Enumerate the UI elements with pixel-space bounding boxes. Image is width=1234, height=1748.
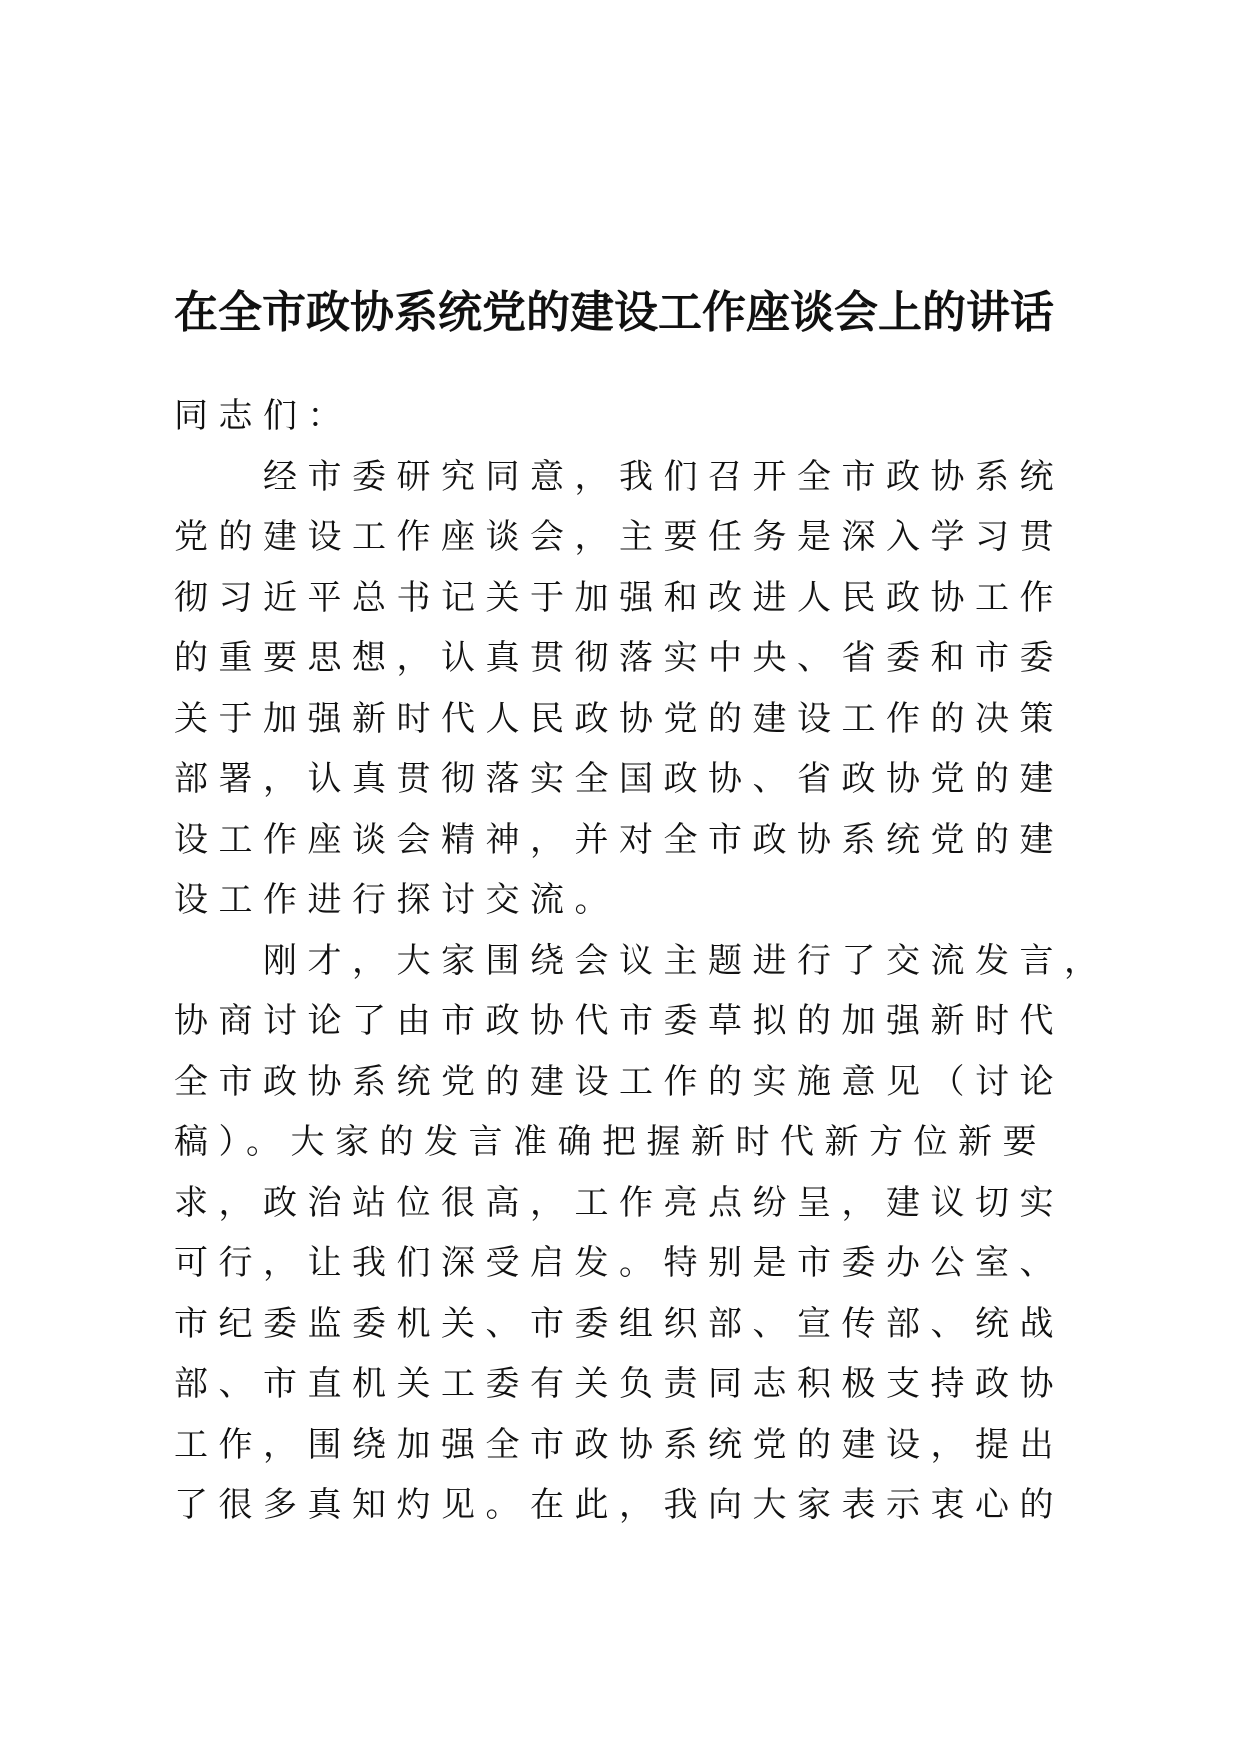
paragraph-2-line-4: 稿）。大家的发言准确把握新时代新方位新要 xyxy=(174,1122,1047,1162)
paragraph-1-line-8: 设工作进行探讨交流。 xyxy=(174,880,619,920)
paragraph-2-line-9: 工作，围绕加强全市政协系统党的建设，提出 xyxy=(174,1424,1064,1465)
paragraph-1-line-5: 关于加强新时代人民政协党的建设工作的决策 xyxy=(174,698,1064,739)
paragraph-2-line-8: 部、市直机关工委有关负责同志积极支持政协 xyxy=(174,1364,1064,1404)
paragraph-2-line-5: 求，政治站位很高，工作亮点纷呈，建议切实 xyxy=(174,1182,1064,1223)
document-body xyxy=(174,386,1109,1536)
paragraph-1-line-3: 彻习近平总书记关于加强和改进人民政协工作 xyxy=(174,577,1064,618)
paragraph-2-line-2: 协商讨论了由市政协代市委草拟的加强新时代 xyxy=(174,1001,1064,1041)
paragraph-1-line-7: 设工作座谈会精神，并对全市政协系统党的建 xyxy=(174,819,1064,860)
paragraph-2-line-6: 可行，让我们深受启发。特别是市委办公室、 xyxy=(174,1243,1064,1283)
paragraph-1-line-6: 部署，认真贯彻落实全国政协、省政协党的建 xyxy=(174,759,1064,799)
paragraph-1-line-4: 的重要思想，认真贯彻落实中央、省委和市委 xyxy=(174,638,1064,678)
salutation-line: 同志们： xyxy=(174,396,352,436)
paragraph-1-line-2: 党的建设工作座谈会，主要任务是深入学习贯 xyxy=(174,517,1064,557)
paragraph-2-line-1: 刚才，大家围绕会议主题进行了交流发言， xyxy=(263,940,1109,981)
paragraph-2-line-10: 了很多真知灼见。在此，我向大家表示衷心的 xyxy=(174,1485,1064,1525)
paragraph-2-line-7: 市纪委监委机关、市委组织部、宣传部、统战 xyxy=(174,1303,1064,1344)
paragraph-1-line-1: 经市委研究同意，我们召开全市政协系统 xyxy=(263,456,1064,497)
paragraph-2-line-3: 全市政协系统党的建设工作的实施意见（讨论 xyxy=(174,1061,1064,1102)
document-title: 在全市政协系统党的建设工作座谈会上的讲话 xyxy=(174,287,1054,338)
